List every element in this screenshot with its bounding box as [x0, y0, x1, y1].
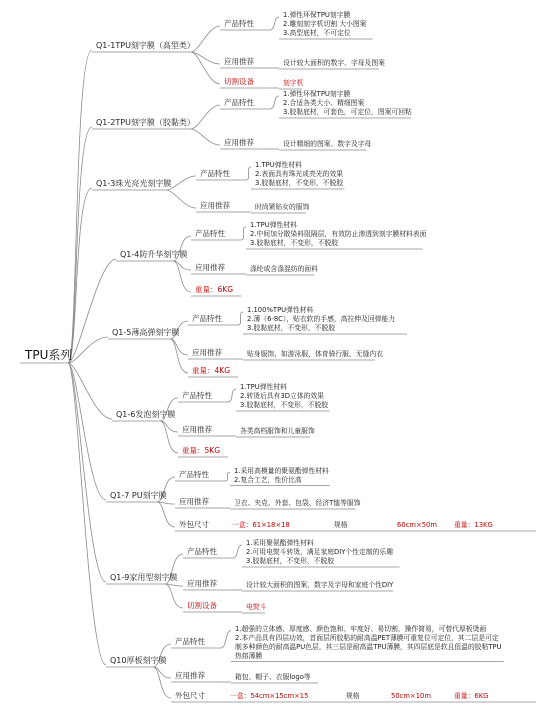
detail-text: 3.胶黏底材，不变形，不脱胶 [246, 557, 335, 565]
category-to-detail-connector [241, 227, 246, 240]
spec-text: 60cm×50m [397, 521, 437, 529]
category-node: 重量：6KG [195, 285, 234, 294]
detail-text: 热熔薄膜 [235, 651, 263, 660]
detail-text: 箱包、帽子、衣服logo等 [235, 673, 311, 681]
detail-text: 2.雕刻刻字机切割 大小图案 [283, 20, 367, 28]
detail-text: 1.TPU弹性材料 [255, 161, 302, 169]
detail-text: 3.胶黏底材，不变形，不脱胶 [255, 179, 344, 187]
category-to-detail-connector [233, 545, 242, 558]
category-node: 切割设备 [187, 601, 217, 610]
detail-text: 2.复合工艺，性价比高 [234, 475, 302, 484]
detail-text: 刻字机 [283, 79, 304, 87]
category-node: 产品特性 [182, 391, 212, 400]
category-node: 重量：5KG [182, 446, 221, 455]
detail-text: 1.采用高模量的聚氨酯弹性材料 [234, 466, 329, 475]
category-node: 产品特性 [200, 169, 230, 178]
detail-text: 时尚紧贴女的服饰 [255, 203, 310, 211]
detail-text: 电熨斗 [246, 603, 267, 611]
detail-text: 2.可用电熨斗转烫，满足家庭DIY个性定制的乐趣 [246, 548, 394, 556]
root-to-product-connector [68, 363, 106, 665]
category-node: 应用推荐 [224, 138, 254, 147]
category-to-detail-connector [228, 389, 236, 402]
product-node: Q1-2TPU刻字膜（胶黏类） [96, 118, 195, 127]
detail-text: 2.表面具有珠光或亮光的效果 [255, 170, 344, 178]
product-to-category-connector [191, 52, 220, 84]
category-node: 产品特性 [179, 470, 209, 479]
product-to-category-connector [160, 421, 178, 453]
product-node: Q1-7 PU刻字膜 [110, 491, 167, 500]
detail-text: 3.胶黏底材，不变形，不脱胶 [240, 401, 329, 409]
detail-text: 2.薄（6-8C），贴衣软的手感，高拉伸及回弹能力 [247, 315, 396, 323]
product-node: Q1-3珠光亮光刻字膜 [96, 179, 172, 188]
category-node: 产品特性 [224, 19, 254, 28]
category-to-detail-connector [270, 17, 279, 30]
product-to-category-connector [166, 190, 196, 208]
category-node: 应用推荐 [187, 579, 217, 588]
category-node: 应用推荐 [224, 57, 254, 66]
category-node: 产品特性 [175, 637, 205, 646]
category-node: 应用推荐 [192, 348, 222, 357]
category-to-detail-connector [221, 631, 231, 649]
category-node: 应用推荐 [182, 425, 212, 434]
root-to-product-connector [68, 188, 92, 363]
category-node: 应用推荐 [179, 497, 209, 506]
category-node: 重量：4KG [192, 366, 231, 375]
product-node: Q1-9家用型刻字膜 [110, 573, 178, 582]
detail-text: 各类高档服饰和儿童服饰 [240, 427, 315, 435]
detail-text: 1.TPU弹性材料 [240, 383, 287, 391]
category-node: 产品特性 [224, 98, 254, 107]
detail-text: 制多种颜色的耐高温PU色层，其三层是耐高温TPU薄膜，其四层底是软且低温的胶粘TPU [235, 642, 502, 651]
spec-text: 50cm×10m [391, 692, 431, 700]
detail-text: 设计精细的图案、数字及字母 [283, 140, 372, 148]
detail-text: 2.合适各类大小、精细图案 [283, 99, 365, 107]
product-to-category-connector [173, 261, 191, 292]
spec-text: 规格 [334, 521, 348, 529]
product-node: Q10厚板刻字膜 [110, 656, 167, 665]
detail-text: 2.中间加分散染料阻隔层，有效防止渗透到刻字膜材料表面 [250, 230, 427, 238]
product-node: Q1-6发泡刻字膜 [116, 410, 176, 419]
root-to-product-connector [68, 127, 92, 363]
category-node: 外包尺寸 [175, 691, 205, 700]
detail-text: 1.100%TPU弹性材料 [247, 306, 314, 314]
root-to-product-connector [68, 337, 108, 363]
product-to-category-connector [153, 667, 171, 698]
product-node: Q1-4防升华刻字膜 [120, 250, 188, 259]
category-node: 外包尺寸 [179, 520, 209, 529]
category-node: 应用推荐 [200, 201, 230, 210]
detail-text: 3.胶黏底材，不变形，不脱胶 [250, 239, 339, 247]
detail-text: 涤纶或含涤混纺的面料 [250, 265, 318, 273]
spec-text: 规格 [346, 692, 360, 700]
spec-text: 一盒：61×18×18 [232, 521, 290, 529]
product-to-category-connector [157, 502, 175, 527]
spec-text: 一盒：54cm×15cm×15 [230, 692, 309, 700]
detail-text: 2.转烫后具有3D立体的效果 [240, 392, 325, 400]
product-to-category-connector [165, 584, 183, 608]
detail-text: 卫衣、夹克、外套、包袋、经济T恤等服饰 [234, 499, 361, 507]
detail-text: 设计较大面积的数字、字母及图案 [283, 59, 385, 67]
product-to-category-connector [191, 105, 220, 129]
detail-text: 3.胶黏底材，可套色，可定位，图案可回粘 [283, 108, 412, 116]
detail-text: 1.弹性环保TPU刻字膜 [283, 90, 351, 98]
category-to-detail-connector [246, 167, 251, 180]
detail-text: 2.本产品具有四层功效，首面层所胶粘的耐高温PET薄膜可重复位可定位，其二层是可定 [235, 633, 499, 642]
detail-text: 1.采用聚氨酯弹性材料 [246, 539, 314, 547]
category-node: 产品特性 [192, 314, 222, 323]
product-to-category-connector [191, 129, 220, 145]
detail-text: 1.TPU弹性材料 [250, 221, 297, 229]
product-to-category-connector [191, 26, 220, 52]
product-to-category-connector [191, 52, 220, 64]
category-to-detail-connector [238, 312, 243, 325]
product-to-category-connector [170, 339, 188, 355]
detail-text: 1.弹性环保TPU刻字膜 [283, 11, 351, 19]
category-node: 产品特性 [187, 547, 217, 556]
detail-text: 3.高型底材，不可定位 [283, 29, 351, 37]
detail-text: 设计较大面积的图案、数字及字母和家庭个性DIY [246, 581, 394, 589]
spec-text: 重量：6KG [454, 692, 489, 700]
category-to-detail-connector [225, 473, 230, 482]
root-to-product-connector [68, 50, 92, 363]
spec-text: 重量：13KG [454, 521, 493, 529]
product-node: Q1-5薄高弹刻字膜 [112, 328, 180, 337]
detail-text: 贴身服饰，如游泳服，体育骑行服，无缝内衣 [247, 350, 383, 358]
category-node: 应用推荐 [195, 263, 225, 272]
product-node: Q1-1TPU刻字膜（高型类） [96, 41, 195, 50]
product-to-category-connector [170, 339, 188, 373]
detail-text: 1.超强的立体感、厚度感、颜色饱和、牢度好、易切割、操作简易，可替代厚板烫画 [235, 624, 487, 633]
category-node: 应用推荐 [175, 671, 205, 680]
detail-text: 3.胶黏底材，不变形，不脱胶 [247, 324, 336, 332]
root-node: TPU系列 [25, 348, 73, 362]
category-to-detail-connector [270, 96, 279, 109]
category-node: 切割设备 [224, 77, 254, 86]
category-node: 产品特性 [195, 229, 225, 238]
